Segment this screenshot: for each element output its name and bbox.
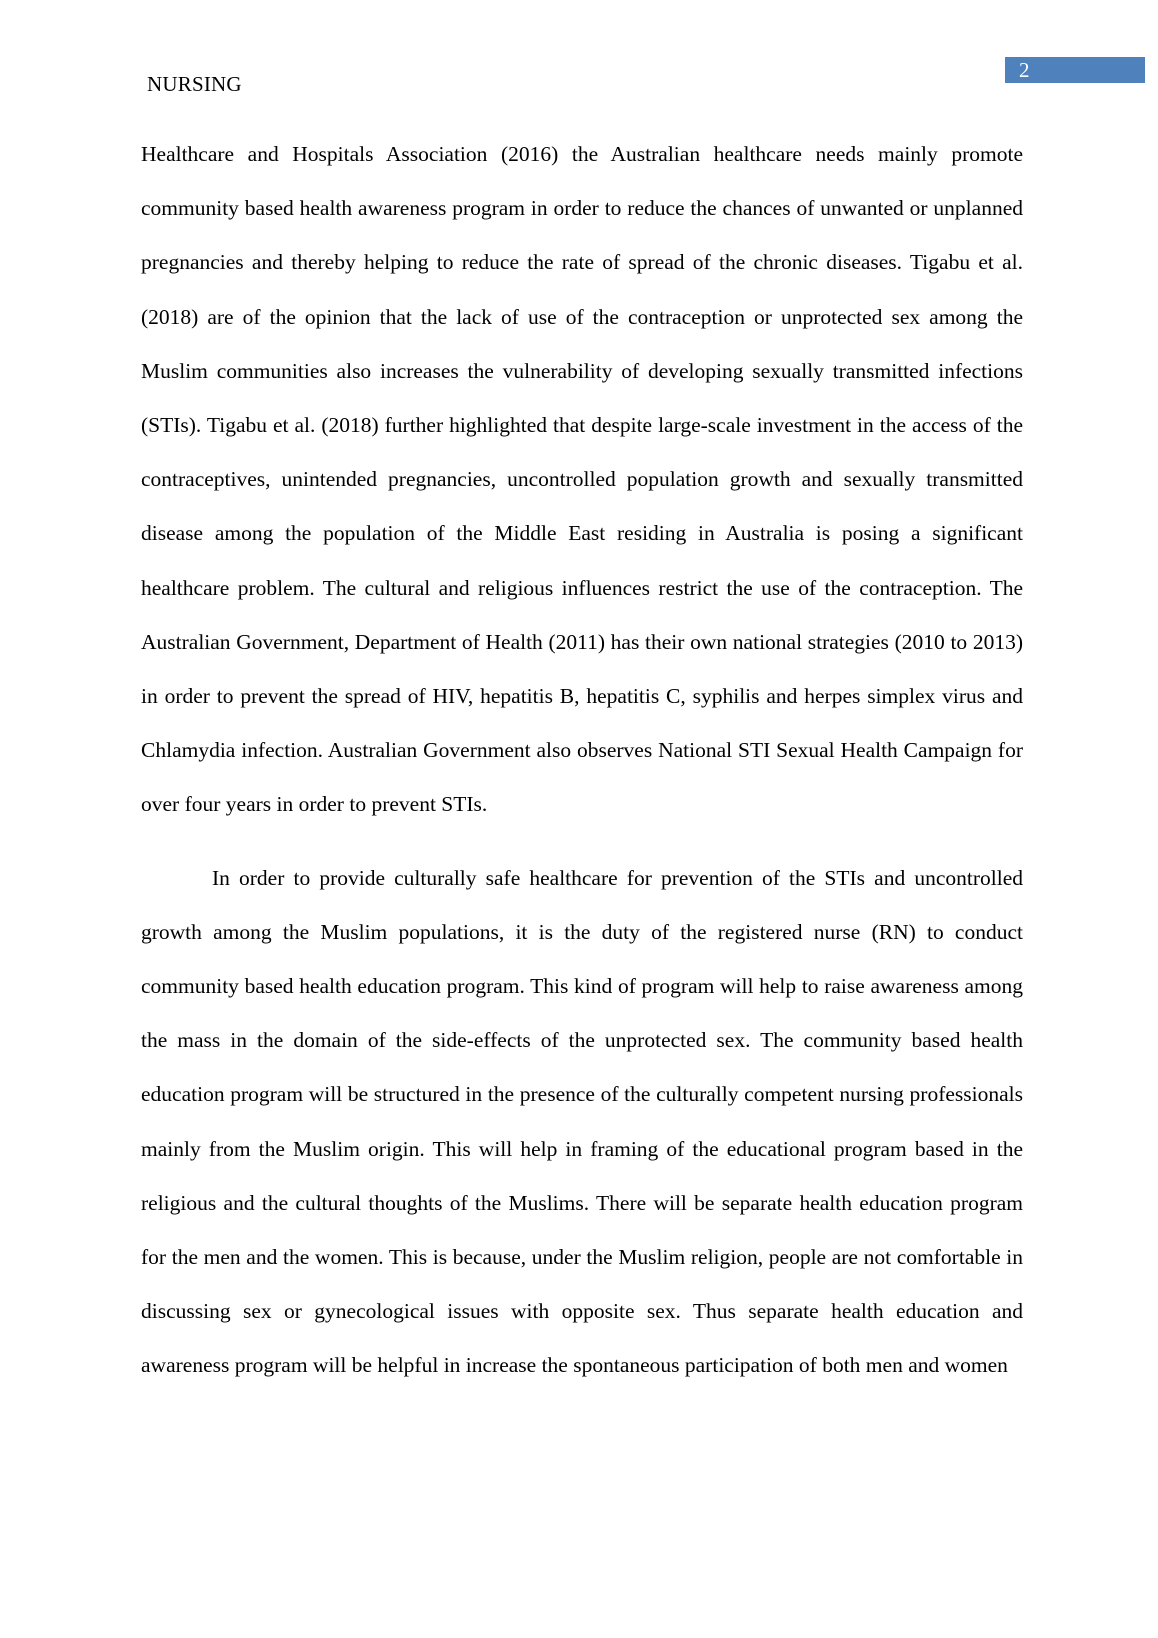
page-number: 2 (1019, 58, 1030, 82)
running-head: NURSING (147, 72, 242, 96)
body-paragraph-1: Healthcare and Hospitals Association (2016) the Australian healthcare needs mainly promote community based health awareness program in order to reduce the chances of unwanted or unplanned pregnancies and thereby helping to reduce the rate of spread of the chronic diseases. Tigabu et al. (2018) are of the opinion that the lack of use of the contraception or unprotected sex among the Muslim communities also increases the vulnerability of developing sexually transmitted infections (STIs). Tigabu et al. (2018) further highlighted that despite large-scale investment in the access of the contraceptives, unintended pregnancies, uncontrolled population growth and sexually transmitted disease among the population of the Middle East residing in Australia is posing a significant healthcare problem. The cultural and religious influences restrict the use of the contraception. The Australian Government, Department of Health (2011) has their own national strategies (2010 to 2013) in order to prevent the spread of HIV, hepatitis B, hepatitis C, syphilis and herpes simplex virus and Chlamydia infection. Australian Government also observes National STI Sexual Health Campaign for over four years in order to prevent STIs. (141, 142, 1023, 817)
page-number-badge (1005, 57, 1145, 83)
document-body (141, 127, 1023, 1393)
body-paragraph-2: In order to provide culturally safe healthcare for prevention of the STIs and uncontrolled growth among the Muslim populations, it is the duty of the registered nurse (RN) to conduct community based health education program. This kind of program will help to raise awareness among the mass in the domain of the side-effects of the unprotected sex. The community based health education program will be structured in the presence of the culturally competent nursing professionals mainly from the Muslim origin. This will help in framing of the educational program based in the religious and the cultural thoughts of the Muslims. There will be separate health education program for the men and the women. This is because, under the Muslim religion, people are not comfortable in discussing sex or gynecological issues with opposite sex. Thus separate health education and awareness program will be helpful in increase the spontaneous participation of both men and women (141, 865, 1023, 1378)
